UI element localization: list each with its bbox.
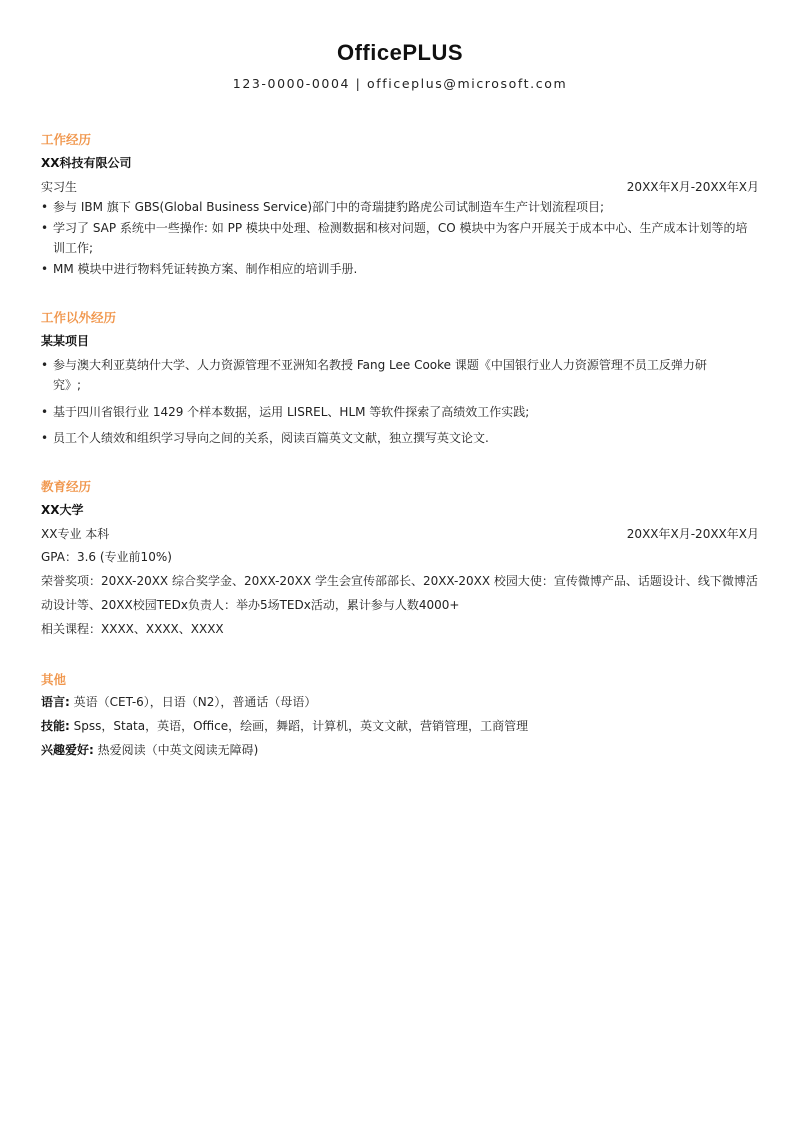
hobby-label: 兴趣爱好: [41,743,94,757]
education-dates: 20XX年X月-20XX年X月 [626,527,759,541]
work-bullet-text: 学习了 SAP 系统中一些操作: 如 PP 模块中处理、检测数据和核对问题，CO 模块中为客户开展关于成本中心、生产成本计划等的培训工作; [53,221,748,255]
bullet-glyph: • [41,431,49,445]
bullet-glyph: • [41,200,49,214]
work-bullet [41,218,759,258]
education-major-row [41,525,759,542]
skills-line [41,714,759,738]
bullet-glyph: • [41,358,49,372]
education-courses: 相关课程：XXXX、XXXX、XXXX [41,622,224,636]
contact-separator: | [355,76,362,91]
language-value: 英语（CET-6），日语（N2），普通话（母语） [73,695,317,709]
email-address: officeplus@microsoft.com [367,76,568,91]
hobby-line [41,738,759,762]
work-dates: 20XX年X月-20XX年X月 [626,180,759,194]
project-bullet-text: 参与澳大利亚莫纳什大学、人力资源管理不亚洲知名教授 Fang Lee Cooke 课题《中国银行业人力资源管理不员工反弹力研究》; [53,358,707,392]
education-gpa: GPA：3.6 (专业前10%) [41,550,172,564]
language-label: 语言: [41,695,70,709]
section-title-education: 教育经历 [41,479,92,494]
bullet-glyph: • [41,405,49,419]
school-name: XX大学 [41,503,84,517]
hobby-value: 热爱阅读（中英文阅读无障碍) [97,743,259,757]
work-bullet [41,259,759,279]
work-role-row [41,178,759,195]
bullet-glyph: • [41,221,49,235]
work-bullet [41,197,759,217]
education-honors: 荣誉奖项：20XX-20XX 综合奖学金、20XX-20XX 学生会宣传部部长、20XX-20XX 校园大使：宣传微博产品、话题设计、线下微博活动设计等、20XX校园TEDx负责人：举办5场TEDx活动，累计参与人数4000+ [41,574,758,612]
language-line [41,690,759,714]
phone-number: 123-0000-0004 [232,76,351,91]
work-bullet-text: MM 模块中进行物料凭证转换方案、制作相应的培训手册. [53,262,358,276]
project-bullet-text: 员工个人绩效和组织学习导向之间的关系，阅读百篇英文文献，独立撰写英文论文. [53,431,489,445]
contact-line [41,76,759,91]
resume-name: OfficePLUS [336,40,464,65]
bullet-glyph: • [41,262,49,276]
section-title-work: 工作经历 [41,132,92,147]
project-name: 某某项目 [41,334,90,348]
section-title-other: 其他 [41,672,67,687]
work-bullet-text: 参与 IBM 旗下 GBS(Global Business Service)部门中的奇瑞捷豹路虎公司试制造车生产计划流程项目; [53,200,605,214]
project-bullet [41,428,759,448]
work-role: 实习生 [41,180,78,194]
section-title-other-work: 工作以外经历 [41,310,117,325]
company-name: XX科技有限公司 [41,156,132,170]
project-bullet-text: 基于四川省银行业 1429 个样本数据，运用 LISREL、HLM 等软件探索了高绩效工作实践; [53,405,530,419]
skills-value: Spss，Stata，英语，Office，绘画，舞蹈，计算机，英文文献，营销管理，工商管理 [73,719,529,733]
education-major: XX专业 本科 [41,527,110,541]
skills-label: 技能: [41,719,70,733]
project-bullet [41,402,759,422]
project-bullet [41,355,759,395]
